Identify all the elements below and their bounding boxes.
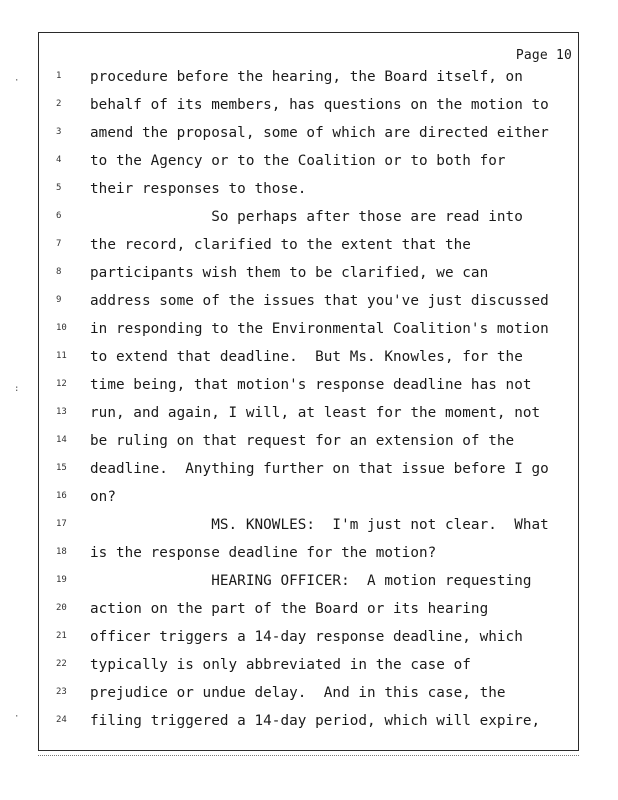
line-number: 10 <box>56 323 67 333</box>
margin-mark: : <box>14 384 20 394</box>
transcript-body <box>0 66 618 738</box>
line-text: is the response deadline for the motion? <box>90 545 437 561</box>
transcript-line <box>0 430 618 458</box>
transcript-line <box>0 654 618 682</box>
line-number: 1 <box>56 71 62 81</box>
margin-mark: · <box>14 712 20 722</box>
line-number: 22 <box>56 659 67 669</box>
line-text: to extend that deadline. But Ms. Knowles, for the <box>90 349 523 365</box>
transcript-line <box>0 290 618 318</box>
line-number: 18 <box>56 547 67 557</box>
line-number: 13 <box>56 407 67 417</box>
line-number: 23 <box>56 687 67 697</box>
line-number: 24 <box>56 715 67 725</box>
transcript-line <box>0 458 618 486</box>
line-text: participants wish them to be clarified, we can <box>90 265 489 281</box>
line-number: 19 <box>56 575 67 585</box>
line-text: officer triggers a 14-day response deadline, which <box>90 629 523 645</box>
line-text: deadline. Anything further on that issue before I go <box>90 461 549 477</box>
line-text: their responses to those. <box>90 181 307 197</box>
line-text: in responding to the Environmental Coalition's motion <box>90 321 549 337</box>
transcript-line <box>0 598 618 626</box>
transcript-line <box>0 234 618 262</box>
transcript-line <box>0 402 618 430</box>
line-number: 9 <box>56 295 62 305</box>
line-text: MS. KNOWLES: I'm just not clear. What <box>90 517 549 533</box>
line-number: 5 <box>56 183 62 193</box>
transcript-line <box>0 570 618 598</box>
transcript-line <box>0 178 618 206</box>
line-number: 7 <box>56 239 62 249</box>
transcript-line <box>0 682 618 710</box>
line-number: 17 <box>56 519 67 529</box>
line-number: 20 <box>56 603 67 613</box>
margin-mark: · <box>14 76 20 86</box>
line-text: So perhaps after those are read into <box>90 209 523 225</box>
line-number: 6 <box>56 211 62 221</box>
line-text: behalf of its members, has questions on the motion to <box>90 97 549 113</box>
transcript-line <box>0 346 618 374</box>
transcript-line <box>0 542 618 570</box>
line-text: address some of the issues that you've just discussed <box>90 293 549 309</box>
transcript-line <box>0 66 618 94</box>
line-number: 21 <box>56 631 67 641</box>
transcript-line <box>0 206 618 234</box>
line-text: prejudice or undue delay. And in this case, the <box>90 685 506 701</box>
line-number: 11 <box>56 351 67 361</box>
transcript-line <box>0 374 618 402</box>
line-number: 2 <box>56 99 62 109</box>
line-number: 12 <box>56 379 67 389</box>
line-text: action on the part of the Board or its hearing <box>90 601 489 617</box>
transcript-line <box>0 262 618 290</box>
line-text: procedure before the hearing, the Board itself, on <box>90 69 523 85</box>
transcript-line <box>0 94 618 122</box>
line-number: 3 <box>56 127 62 137</box>
line-text: filing triggered a 14-day period, which will expire, <box>90 713 541 729</box>
line-number: 8 <box>56 267 62 277</box>
line-text: the record, clarified to the extent that the <box>90 237 471 253</box>
page-number: Page 10 <box>515 48 572 63</box>
line-text: be ruling on that request for an extension of the <box>90 433 515 449</box>
transcript-line <box>0 514 618 542</box>
transcript-line <box>0 318 618 346</box>
line-text: time being, that motion's response deadline has not <box>90 377 532 393</box>
line-number: 4 <box>56 155 62 165</box>
transcript-line <box>0 626 618 654</box>
line-text: typically is only abbreviated in the case of <box>90 657 471 673</box>
transcript-line <box>0 122 618 150</box>
line-number: 16 <box>56 491 67 501</box>
transcript-line <box>0 486 618 514</box>
line-text: to the Agency or to the Coalition or to both for <box>90 153 506 169</box>
line-text: amend the proposal, some of which are directed either <box>90 125 549 141</box>
transcript-line <box>0 150 618 178</box>
line-text: on? <box>90 489 116 505</box>
line-text: run, and again, I will, at least for the moment, not <box>90 405 541 421</box>
transcript-line <box>0 710 618 738</box>
line-text: HEARING OFFICER: A motion requesting <box>90 573 532 589</box>
line-number: 15 <box>56 463 67 473</box>
line-number: 14 <box>56 435 67 445</box>
